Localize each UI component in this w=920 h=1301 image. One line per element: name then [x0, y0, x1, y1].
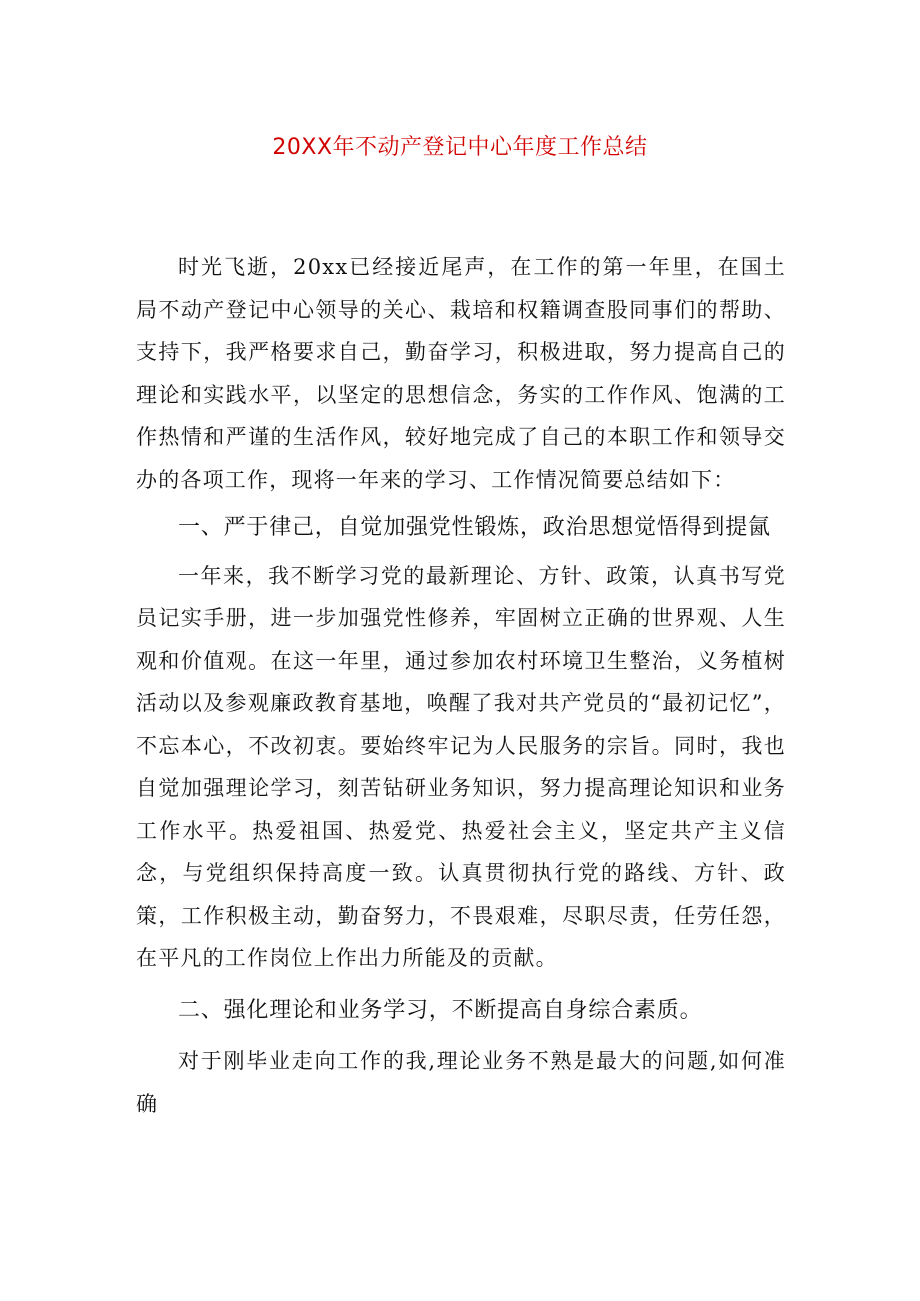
- intro-paragraph: 时光飞逝，20xx已经接近尾声，在工作的第一年里，在国土局不动产登记中心领导的关心、栽培和权籍调查股同事们的帮助、支持下，我严格要求自己，勤奋学习，积极进取，努力提高自己的理论和实践水平，以坚定的思想信念，务实的工作作风、饱满的工作热情和严谨的生活作风，较好地完成了自己的本职工作和领导交办的各项工作，现将一年来的学习、工作情况简要总结如下：: [136, 255, 786, 492]
- document-body: [136, 246, 786, 1125]
- section-2-paragraph: 对于刚毕业走向工作的我,理论业务不熟是最大的问题,如何准确: [136, 1049, 786, 1116]
- section-1-paragraph: 一年来，我不断学习党的最新理论、方针、政策，认真书写党员记实手册，进一步加强党性修养，牢固树立正确的世界观、人生观和价值观。在这一年里，通过参加农村环境卫生整治，义务植树活动以及参观廉政教育基地，唤醒了我对共产党员的“最初记忆”，不忘本心，不改初衷。要始终牢记为人民服务的宗旨。同时，我也自觉加强理论学习，刻苦钻研业务知识，努力提高理论知识和业务工作水平。热爱祖国、热爱党、热爱社会主义，坚定共产主义信念，与党组织保持高度一致。认真贯彻执行党的路线、方针、政策，工作积极主动，勤奋努力，不畏艰难，尽职尽责，任劳任怨，在平凡的工作岗位上作出力所能及的贡献。: [136, 563, 786, 970]
- section-2-heading: 二、强化理论和业务学习，不断提高自身综合素质。: [178, 997, 703, 1023]
- spacer: [136, 1032, 786, 1040]
- section-1-heading: 一、严于律己，自觉加强党性锻炼，政治思想觉悟得到提氤: [178, 515, 771, 540]
- spacer: [136, 980, 786, 990]
- document-title: 20XX年不动产登记中心年度工作总结: [272, 135, 648, 160]
